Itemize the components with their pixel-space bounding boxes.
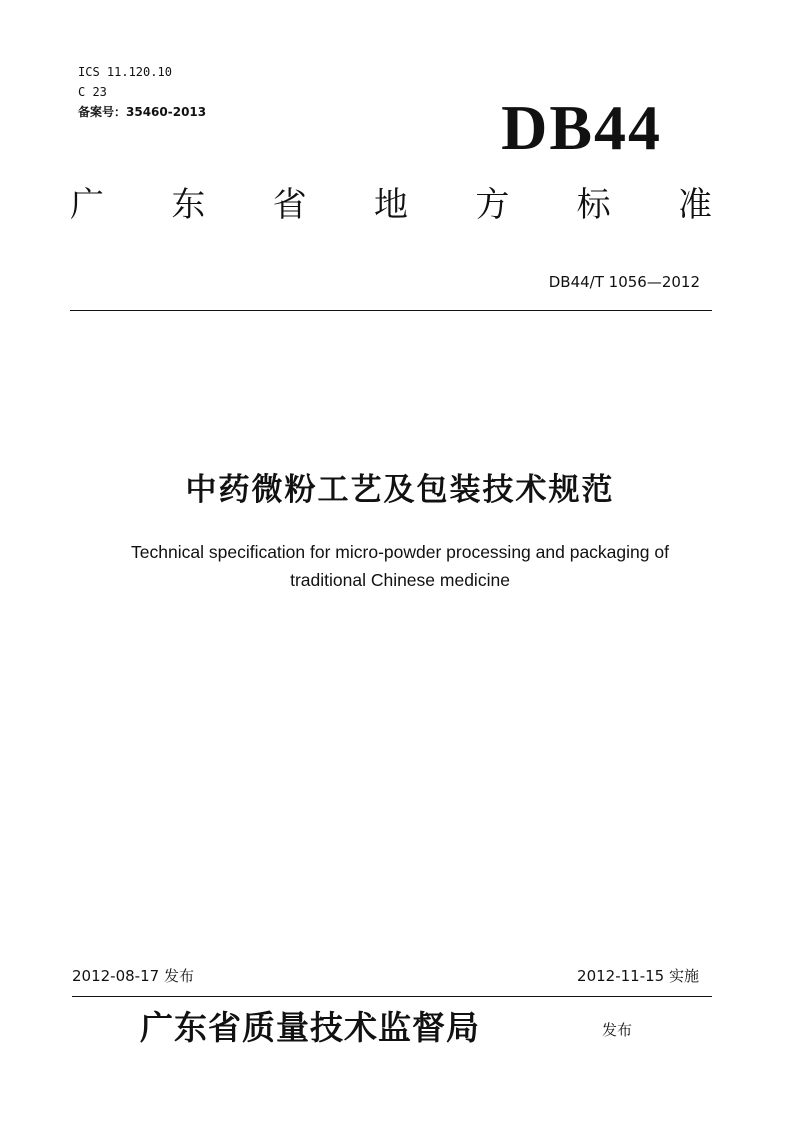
standard-type-heading [70, 182, 712, 228]
standard-type-char: 广 [70, 185, 104, 225]
standard-type-char: 方 [475, 185, 510, 225]
standard-number: DB44/T 1056—2012 [548, 273, 700, 291]
document-title-english [60, 538, 740, 594]
top-divider [70, 310, 712, 311]
standard-logo: DB44 [501, 92, 662, 163]
ics-code: ICS 11.120.10 [78, 65, 172, 79]
title-en-line-1: Technical specification for micro-powder processing and packaging of [131, 542, 669, 562]
classification-code: C 23 [78, 85, 107, 99]
title-en-line-2: traditional Chinese medicine [290, 570, 510, 590]
standard-type-char: 省 [272, 185, 307, 225]
standard-type-char: 标 [576, 185, 611, 225]
issuing-authority: 广东省质量技术监督局 [140, 1008, 480, 1047]
bottom-divider [72, 996, 712, 997]
implementation-date: 2012-11-15 实施 [577, 967, 699, 985]
standard-type-char: 地 [373, 185, 408, 225]
issuing-authority-suffix: 发布 [602, 1021, 633, 1039]
standard-type-char: 东 [171, 185, 206, 225]
document-title-chinese: 中药微粉工艺及包装技术规范 [185, 472, 615, 508]
standard-type-char: 准 [677, 185, 712, 225]
issue-date: 2012-08-17 发布 [72, 967, 194, 985]
registration-number: 备案号：35460-2013 [78, 105, 207, 119]
